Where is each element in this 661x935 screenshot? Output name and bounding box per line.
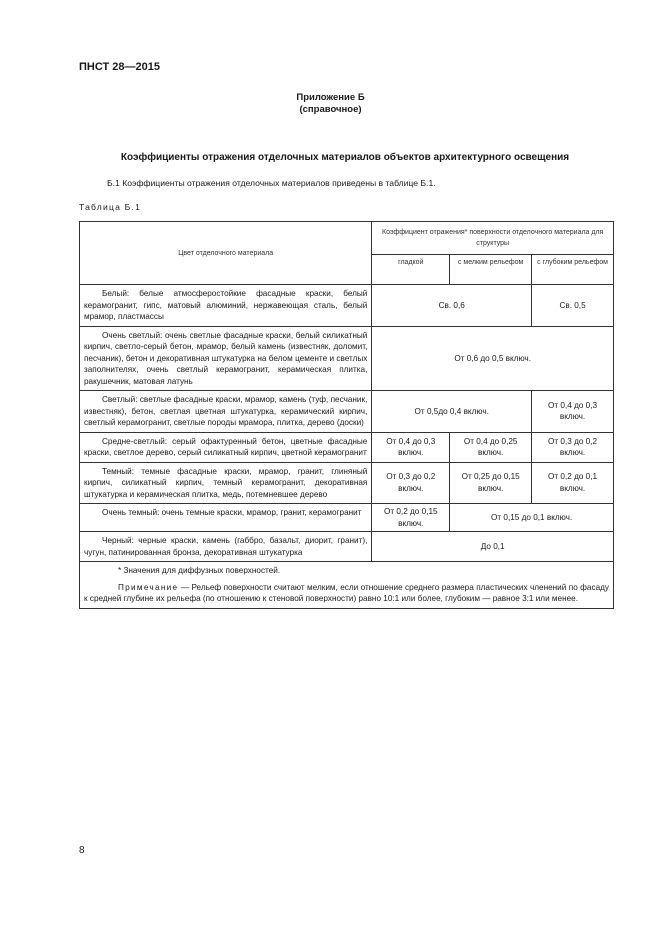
material-cell: Светлый: светлые фасадные краски, мрамор, камень (туф, песчаник, известняк), бетон, светлая цветная штукатурка, керамический кирпич, светлый керамогранит, светлые породы мрамора, плитка, дерево (доски) — [80, 391, 372, 433]
table-row — [80, 285, 614, 327]
value-cell: От 0,3 до 0,2 включ. — [372, 462, 450, 504]
note-text: — Рельеф поверхности считают мелким, если отношение среднего размера пластических членений по фасаду к средней глубине их рельефа (по отношению к стеновой поверхности) равно 10:1 или более, глубоким — равное 3:1 или менее. — [84, 582, 609, 603]
appendix-subtitle: (справочное) — [299, 104, 362, 115]
section-title: Коэффициенты отражения отделочных материалов объектов архитектурного освещения — [120, 152, 570, 163]
material-cell: Белый: белые атмосферостойкие фасадные краски, белый керамогранит, гипс, матовый алюминий, нержавеющая сталь, белый мрамор, пластмассы — [80, 285, 372, 327]
table-header-row — [80, 222, 614, 255]
value-cell: От 0,3 до 0,2 включ. — [532, 432, 614, 462]
material-cell: Темный: темные фасадные краски, мрамор, гранит, глиняный кирпич, силикатный кирпич, темный керамогранит, декоративная штукатурка и керамическая плитка, медь, потемневшее дерево — [80, 462, 372, 504]
value-cell: От 0,4 до 0,3 включ. — [532, 391, 614, 433]
intro-paragraph: Б.1 Коэффициенты отражения отделочных материалов приведены в таблице Б.1. — [107, 178, 436, 188]
value-cell: От 0,5до 0,4 включ. — [372, 391, 532, 433]
value-cell: От 0,4 до 0,25 включ. — [450, 432, 532, 462]
value-cell: До 0,1 — [372, 532, 614, 562]
value-cell: От 0,2 до 0,1 включ. — [532, 462, 614, 504]
header-fine-relief: с мелким рельефом — [450, 255, 532, 285]
value-cell: От 0,25 до 0,15 включ. — [450, 462, 532, 504]
material-cell: Очень темный: очень темные краски, мрамор, гранит, керамогранит — [80, 504, 372, 532]
table-row — [80, 326, 614, 391]
header-coefficient-group: Коэффициент отражения* поверхности отделочного материала для структуры — [372, 222, 614, 255]
note-label: Примечание — [118, 582, 179, 592]
header-deep-relief: с глубоким рельефом — [532, 255, 614, 285]
table-row — [80, 391, 614, 433]
value-cell: От 0,15 до 0,1 включ. — [450, 504, 614, 532]
footnote: * Значения для диффузных поверхностей. — [118, 566, 281, 575]
header-smooth: гладкой — [372, 255, 450, 285]
header-material: Цвет отделочного материала — [80, 222, 372, 285]
table-notes — [80, 562, 614, 609]
table-row — [80, 432, 614, 462]
value-cell: Св. 0,5 — [532, 285, 614, 327]
material-cell: Черный: черные краски, камень (габбро, базальт, диорит, гранит), чугун, патинированная бронза, декоративная штукатурка — [80, 532, 372, 562]
table-label: Таблица Б.1 — [79, 202, 142, 212]
value-cell: От 0,6 до 0,5 включ. — [372, 326, 614, 391]
material-cell: Очень светлый: очень светлые фасадные краски, белый силикатный кирпич, светло-серый бетон, мрамор, белый камень (известняк, доломит, песчаник), бетон и декоративная штукатурка на белом цементе и светлых заполнителях, очень светлый керамогранит, керамическая плитка, ракушечник, матовая латунь — [80, 326, 372, 391]
table-row — [80, 504, 614, 532]
note — [84, 582, 609, 605]
value-cell: Св. 0,6 — [372, 285, 532, 327]
value-cell: От 0,4 до 0,3 включ. — [372, 432, 450, 462]
document-code: ПНСТ 28—2015 — [79, 61, 161, 73]
table-notes-row — [80, 562, 614, 609]
value-cell: От 0,2 до 0,15 включ. — [372, 504, 450, 532]
table-row — [80, 532, 614, 562]
reflection-coefficients-table — [79, 221, 614, 609]
appendix-title: Приложение Б — [296, 92, 365, 103]
page-number: 8 — [79, 845, 85, 856]
appendix-heading — [0, 92, 661, 116]
table-row — [80, 462, 614, 504]
material-cell: Средне-светлый: серый офактуренный бетон, цветные фасадные краски, светлое дерево, серый силикатный кирпич, цветной керамогранит — [80, 432, 372, 462]
